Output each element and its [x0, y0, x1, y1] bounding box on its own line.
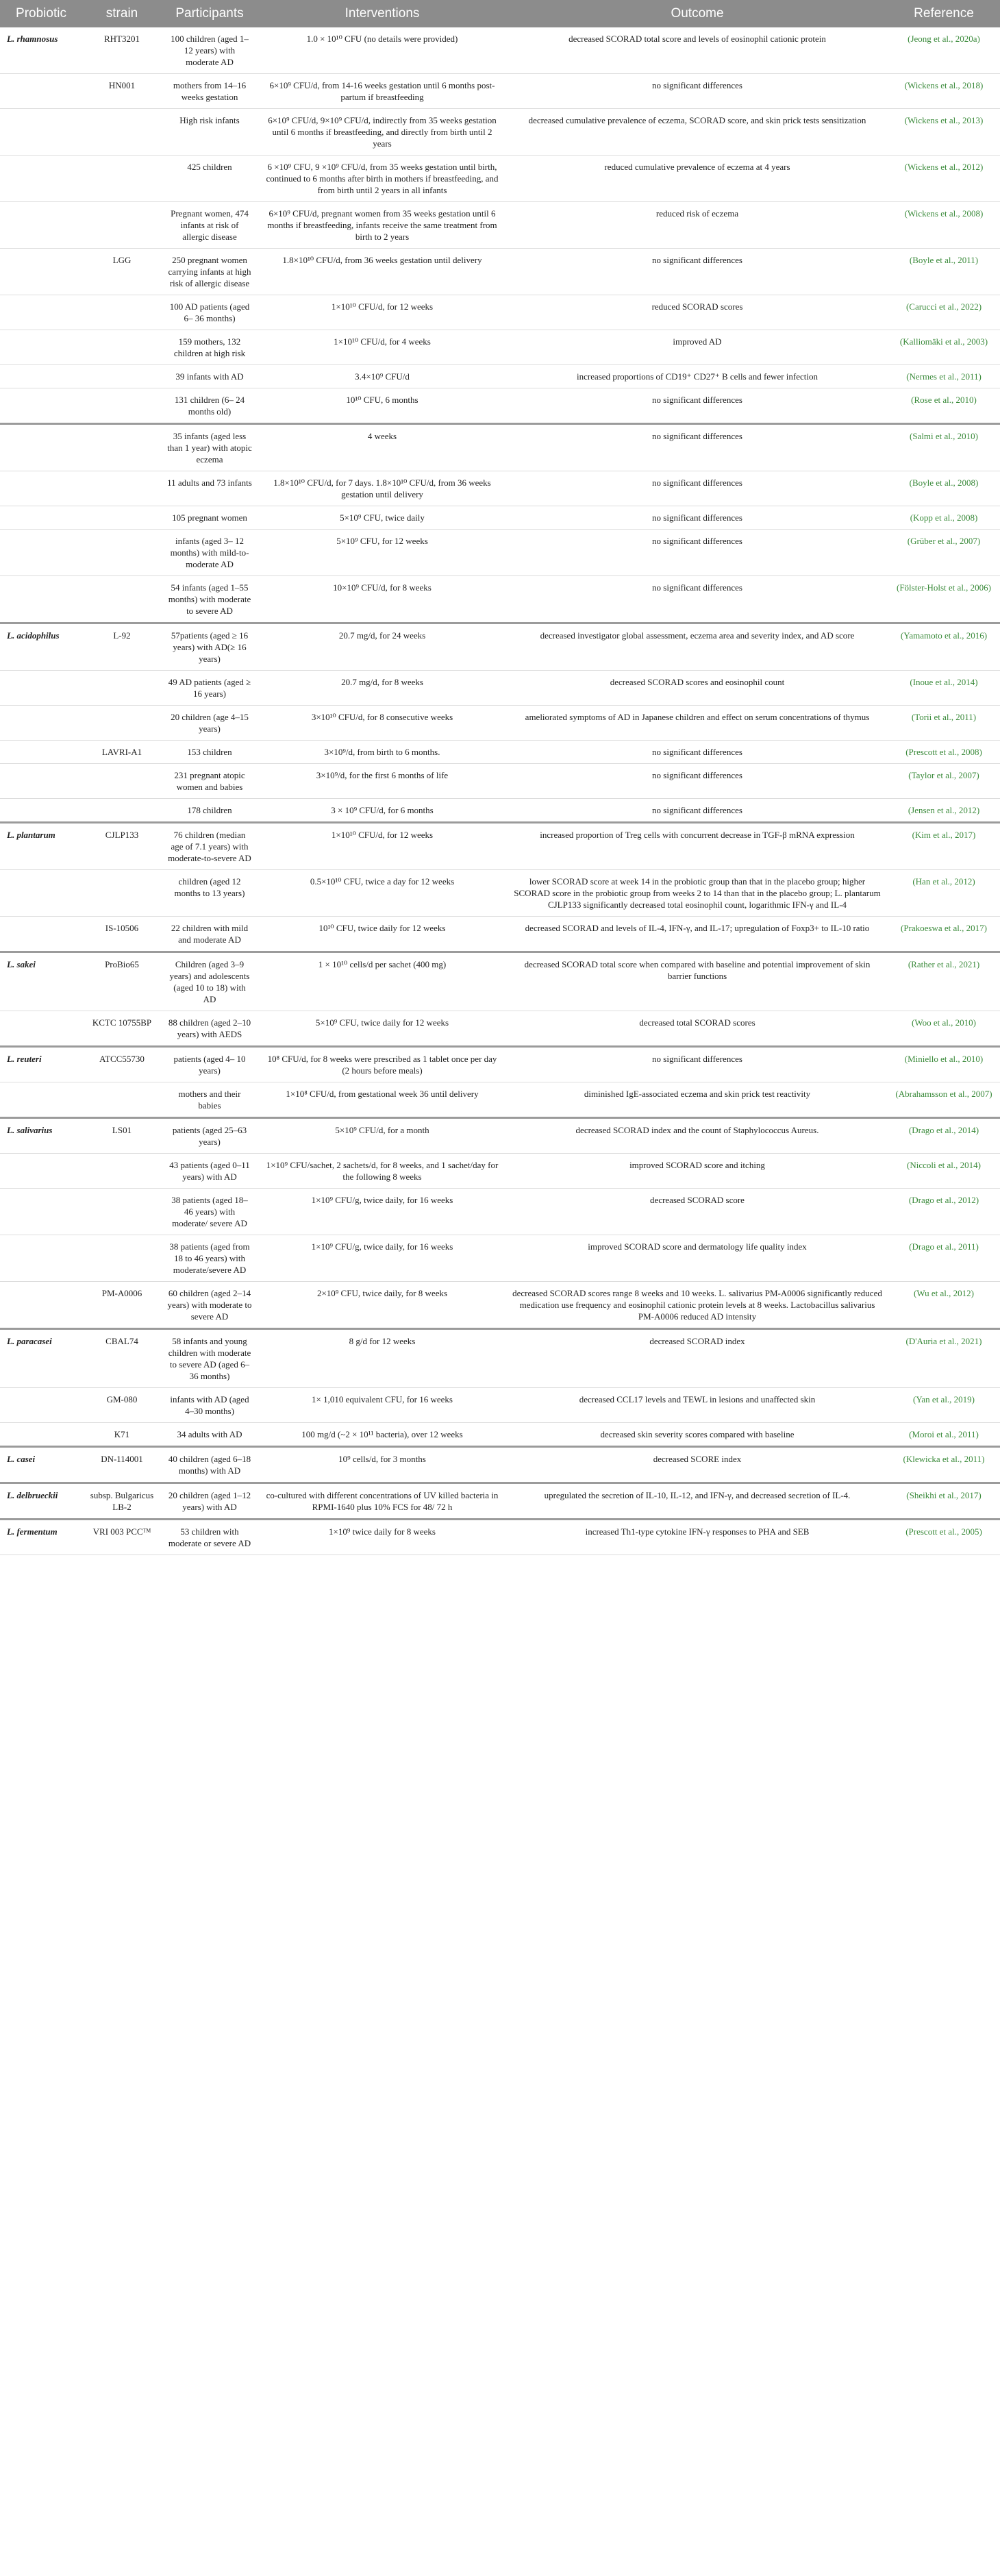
cell-interventions: 3.4×10⁹ CFU/d: [258, 365, 507, 388]
cell-probiotic: [0, 1423, 82, 1447]
cell-participants: 153 children: [162, 741, 258, 764]
cell-reference[interactable]: (Drago et al., 2012): [888, 1189, 1000, 1235]
table-row: [0, 156, 1000, 202]
cell-outcome: improved AD: [507, 330, 888, 365]
cell-interventions: 8 g/d for 12 weeks: [258, 1329, 507, 1388]
cell-reference[interactable]: (Taylor et al., 2007): [888, 764, 1000, 799]
table-row: [0, 1154, 1000, 1189]
cell-probiotic: [0, 530, 82, 576]
cell-probiotic: [0, 576, 82, 623]
cell-reference[interactable]: (Boyle et al., 2008): [888, 471, 1000, 506]
cell-interventions: co-cultured with different concentrations of UV killed bacteria in RPMI-1640 plus 10% FCS for 48/ 72 h: [258, 1483, 507, 1520]
cell-participants: 131 children (6– 24 months old): [162, 388, 258, 424]
table-row: [0, 1082, 1000, 1118]
cell-probiotic: L. paracasei: [0, 1329, 82, 1388]
table-row: [0, 249, 1000, 295]
cell-participants: 49 AD patients (aged ≥ 16 years): [162, 671, 258, 706]
cell-probiotic: [0, 1154, 82, 1189]
cell-strain: [82, 388, 162, 424]
table-row: [0, 1282, 1000, 1329]
cell-participants: 22 children with mild and moderate AD: [162, 917, 258, 952]
cell-participants: 53 children with moderate or severe AD: [162, 1520, 258, 1555]
cell-interventions: 10⁸ CFU/d, for 8 weeks were prescribed as 1 tablet once per day (2 hours before meals): [258, 1047, 507, 1082]
cell-probiotic: L. rhamnosus: [0, 27, 82, 74]
cell-strain: [82, 1235, 162, 1282]
cell-probiotic: L. reuteri: [0, 1047, 82, 1082]
cell-interventions: 6×10⁹ CFU/d, from 14-16 weeks gestation until 6 months post-partum if breastfeeding: [258, 74, 507, 109]
cell-interventions: 1.0 × 10¹⁰ CFU (no details were provided): [258, 27, 507, 74]
table-row: [0, 365, 1000, 388]
table-row: [0, 623, 1000, 671]
table-row: [0, 424, 1000, 471]
cell-interventions: 10¹⁰ CFU, twice daily for 12 weeks: [258, 917, 507, 952]
cell-outcome: reduced SCORAD scores: [507, 295, 888, 330]
cell-participants: infants (aged 3– 12 months) with mild-to-moderate AD: [162, 530, 258, 576]
table-row: [0, 764, 1000, 799]
cell-participants: 100 AD patients (aged 6– 36 months): [162, 295, 258, 330]
cell-interventions: 1 × 10¹⁰ cells/d per sachet (400 mg): [258, 952, 507, 1011]
table-row: [0, 1483, 1000, 1520]
cell-outcome: decreased SCORAD scores range 8 weeks and 10 weeks. L. salivarius PM-A0006 significantly reduced medication use frequency and eosinophil cationic protein levels at 8 weeks. Lactobacillus salivarius PM-A0006 reduced AD intensity: [507, 1282, 888, 1329]
cell-reference[interactable]: (Rather et al., 2021): [888, 952, 1000, 1011]
cell-participants: 20 children (age 4–15 years): [162, 706, 258, 741]
header-reference: Reference: [888, 0, 1000, 27]
cell-reference[interactable]: (Yan et al., 2019): [888, 1388, 1000, 1423]
table-row: [0, 530, 1000, 576]
cell-outcome: reduced cumulative prevalence of eczema at 4 years: [507, 156, 888, 202]
cell-participants: 35 infants (aged less than 1 year) with atopic eczema: [162, 424, 258, 471]
cell-probiotic: [0, 424, 82, 471]
cell-outcome: lower SCORAD score at week 14 in the probiotic group than that in the placebo group; higher SCORAD score in the probiotic group from weeks 2 to 14 than that in the placebo group; L. plantarum CJLP133 significantly decreased total eosinophil count, logarithmic IFN-γ and IL-4: [507, 870, 888, 917]
table-row: [0, 1118, 1000, 1154]
cell-outcome: reduced risk of eczema: [507, 202, 888, 249]
cell-probiotic: L. fermentum: [0, 1520, 82, 1555]
cell-participants: 100 children (aged 1–12 years) with moderate AD: [162, 27, 258, 74]
cell-strain: HN001: [82, 74, 162, 109]
cell-interventions: 1×10⁹ CFU/sachet, 2 sachets/d, for 8 weeks, and 1 sachet/day for the following 8 weeks: [258, 1154, 507, 1189]
table-row: [0, 706, 1000, 741]
cell-outcome: no significant differences: [507, 764, 888, 799]
cell-interventions: 5×10⁹ CFU, twice daily: [258, 506, 507, 530]
cell-probiotic: [0, 671, 82, 706]
cell-strain: CJLP133: [82, 823, 162, 870]
cell-participants: 159 mothers, 132 children at high risk: [162, 330, 258, 365]
cell-strain: [82, 870, 162, 917]
cell-probiotic: [0, 388, 82, 424]
cell-probiotic: L. acidophilus: [0, 623, 82, 671]
cell-participants: High risk infants: [162, 109, 258, 156]
cell-interventions: 1.8×10¹⁰ CFU/d, from 36 weeks gestation until delivery: [258, 249, 507, 295]
cell-reference[interactable]: (Yamamoto et al., 2016): [888, 623, 1000, 671]
table-row: [0, 388, 1000, 424]
cell-outcome: no significant differences: [507, 471, 888, 506]
cell-outcome: diminished IgE-associated eczema and skin prick test reactivity: [507, 1082, 888, 1118]
cell-probiotic: [0, 1282, 82, 1329]
cell-outcome: decreased SCORAD total score when compared with baseline and potential improvement of skin barrier functions: [507, 952, 888, 1011]
cell-strain: [82, 424, 162, 471]
cell-reference[interactable]: (Boyle et al., 2011): [888, 249, 1000, 295]
cell-participants: 250 pregnant women carrying infants at high risk of allergic disease: [162, 249, 258, 295]
cell-interventions: 5×10⁹ CFU, twice daily for 12 weeks: [258, 1011, 507, 1047]
cell-reference[interactable]: (Abrahamsson et al., 2007): [888, 1082, 1000, 1118]
cell-participants: 20 children (aged 1–12 years) with AD: [162, 1483, 258, 1520]
cell-reference[interactable]: (Niccoli et al., 2014): [888, 1154, 1000, 1189]
cell-reference[interactable]: (Klewicka et al., 2011): [888, 1447, 1000, 1483]
cell-strain: LGG: [82, 249, 162, 295]
cell-strain: PM-A0006: [82, 1282, 162, 1329]
cell-outcome: decreased SCORAD score: [507, 1189, 888, 1235]
cell-interventions: 1×10¹⁰ CFU/d, for 12 weeks: [258, 823, 507, 870]
table-row: [0, 295, 1000, 330]
cell-probiotic: [0, 917, 82, 952]
cell-outcome: decreased investigator global assessment, eczema area and severity index, and AD score: [507, 623, 888, 671]
cell-participants: children (aged 12 months to 13 years): [162, 870, 258, 917]
cell-probiotic: [0, 74, 82, 109]
cell-outcome: no significant differences: [507, 249, 888, 295]
cell-probiotic: [0, 109, 82, 156]
header-strain: strain: [82, 0, 162, 27]
cell-outcome: no significant differences: [507, 799, 888, 823]
cell-probiotic: [0, 330, 82, 365]
table-header: [0, 0, 1000, 27]
cell-reference[interactable]: (Grüber et al., 2007): [888, 530, 1000, 576]
cell-probiotic: [0, 1235, 82, 1282]
cell-outcome: no significant differences: [507, 74, 888, 109]
table-row: [0, 1520, 1000, 1555]
cell-reference[interactable]: (Wickens et al., 2018): [888, 74, 1000, 109]
table-row: [0, 1388, 1000, 1423]
table-row: [0, 870, 1000, 917]
cell-interventions: 100 mg/d (~2 × 10¹¹ bacteria), over 12 weeks: [258, 1423, 507, 1447]
cell-participants: 54 infants (aged 1–55 months) with moderate to severe AD: [162, 576, 258, 623]
cell-probiotic: [0, 295, 82, 330]
cell-outcome: decreased SCORAD total score and levels of eosinophil cationic protein: [507, 27, 888, 74]
cell-strain: LS01: [82, 1118, 162, 1154]
table-row: [0, 952, 1000, 1011]
cell-interventions: 5×10⁹ CFU/d, for a month: [258, 1118, 507, 1154]
cell-participants: 231 pregnant atopic women and babies: [162, 764, 258, 799]
cell-strain: [82, 576, 162, 623]
cell-reference[interactable]: (Prescott et al., 2005): [888, 1520, 1000, 1555]
cell-probiotic: [0, 870, 82, 917]
header-participants: Participants: [162, 0, 258, 27]
cell-interventions: 10×10⁹ CFU/d, for 8 weeks: [258, 576, 507, 623]
cell-strain: [82, 706, 162, 741]
cell-outcome: no significant differences: [507, 576, 888, 623]
cell-interventions: 1×10⁹ CFU/g, twice daily, for 16 weeks: [258, 1235, 507, 1282]
cell-strain: [82, 109, 162, 156]
cell-outcome: no significant differences: [507, 388, 888, 424]
cell-strain: subsp. Bulgaricus LB-2: [82, 1483, 162, 1520]
cell-interventions: 3 × 10⁹ CFU/d, for 6 months: [258, 799, 507, 823]
table-row: [0, 576, 1000, 623]
cell-participants: patients (aged 25–63 years): [162, 1118, 258, 1154]
cell-interventions: 3×10⁹/d, for the first 6 months of life: [258, 764, 507, 799]
cell-strain: [82, 471, 162, 506]
cell-participants: 76 children (median age of 7.1 years) with moderate-to-severe AD: [162, 823, 258, 870]
cell-strain: [82, 530, 162, 576]
cell-interventions: 3×10¹⁰ CFU/d, for 8 consecutive weeks: [258, 706, 507, 741]
cell-strain: K71: [82, 1423, 162, 1447]
cell-interventions: 1×10⁹ twice daily for 8 weeks: [258, 1520, 507, 1555]
cell-outcome: increased proportions of CD19⁺ CD27⁺ B cells and fewer infection: [507, 365, 888, 388]
cell-strain: [82, 1082, 162, 1118]
cell-reference[interactable]: (D'Auria et al., 2021): [888, 1329, 1000, 1388]
cell-reference[interactable]: (Rose et al., 2010): [888, 388, 1000, 424]
cell-strain: LAVRI-A1: [82, 741, 162, 764]
cell-participants: Pregnant women, 474 infants at risk of allergic disease: [162, 202, 258, 249]
cell-outcome: no significant differences: [507, 1047, 888, 1082]
table-row: [0, 1011, 1000, 1047]
cell-reference[interactable]: (Miniello et al., 2010): [888, 1047, 1000, 1082]
cell-reference[interactable]: (Jeong et al., 2020a): [888, 27, 1000, 74]
cell-participants: 105 pregnant women: [162, 506, 258, 530]
cell-outcome: decreased CCL17 levels and TEWL in lesions and unaffected skin: [507, 1388, 888, 1423]
cell-reference[interactable]: (Inoue et al., 2014): [888, 671, 1000, 706]
cell-strain: [82, 671, 162, 706]
cell-participants: mothers from 14–16 weeks gestation: [162, 74, 258, 109]
cell-outcome: improved SCORAD score and itching: [507, 1154, 888, 1189]
header-outcome: Outcome: [507, 0, 888, 27]
cell-probiotic: [0, 249, 82, 295]
cell-participants: 40 children (aged 6–18 months) with AD: [162, 1447, 258, 1483]
cell-outcome: no significant differences: [507, 506, 888, 530]
cell-outcome: decreased SCORAD index: [507, 1329, 888, 1388]
cell-probiotic: L. delbrueckii: [0, 1483, 82, 1520]
cell-outcome: no significant differences: [507, 741, 888, 764]
cell-participants: 425 children: [162, 156, 258, 202]
table-row: [0, 506, 1000, 530]
cell-interventions: 6×10⁹ CFU/d, pregnant women from 35 weeks gestation until 6 months if breastfeeding, infants receive the same treatment from birth to 2 years: [258, 202, 507, 249]
cell-probiotic: L. salivarius: [0, 1118, 82, 1154]
table-row: [0, 1235, 1000, 1282]
cell-strain: VRI 003 PCCᵀᴹ: [82, 1520, 162, 1555]
cell-probiotic: [0, 365, 82, 388]
cell-probiotic: [0, 156, 82, 202]
cell-participants: Children (aged 3–9 years) and adolescents (aged 10 to 18) with AD: [162, 952, 258, 1011]
table-row: [0, 74, 1000, 109]
cell-probiotic: L. plantarum: [0, 823, 82, 870]
table-row: [0, 202, 1000, 249]
cell-strain: GM-080: [82, 1388, 162, 1423]
cell-probiotic: [0, 202, 82, 249]
cell-outcome: decreased total SCORAD scores: [507, 1011, 888, 1047]
cell-strain: DN-114001: [82, 1447, 162, 1483]
table-row: [0, 741, 1000, 764]
cell-strain: [82, 330, 162, 365]
cell-reference[interactable]: (Torii et al., 2011): [888, 706, 1000, 741]
cell-reference[interactable]: (Wu et al., 2012): [888, 1282, 1000, 1329]
cell-probiotic: L. sakei: [0, 952, 82, 1011]
cell-participants: 38 patients (aged from 18 to 46 years) with moderate/severe AD: [162, 1235, 258, 1282]
cell-reference[interactable]: (Woo et al., 2010): [888, 1011, 1000, 1047]
cell-strain: KCTC 10755BP: [82, 1011, 162, 1047]
cell-probiotic: [0, 1082, 82, 1118]
cell-interventions: 20.7 mg/d, for 24 weeks: [258, 623, 507, 671]
cell-outcome: no significant differences: [507, 424, 888, 471]
cell-reference[interactable]: (Drago et al., 2011): [888, 1235, 1000, 1282]
cell-probiotic: [0, 1011, 82, 1047]
table-body: [0, 27, 1000, 1555]
cell-outcome: decreased cumulative prevalence of eczema, SCORAD score, and skin prick tests sensitization: [507, 109, 888, 156]
table-row: [0, 799, 1000, 823]
cell-probiotic: [0, 764, 82, 799]
cell-participants: 34 adults with AD: [162, 1423, 258, 1447]
cell-interventions: 2×10⁹ CFU, twice daily, for 8 weeks: [258, 1282, 507, 1329]
cell-participants: 178 children: [162, 799, 258, 823]
cell-interventions: 4 weeks: [258, 424, 507, 471]
cell-participants: infants with AD (aged 4–30 months): [162, 1388, 258, 1423]
table-row: [0, 1189, 1000, 1235]
cell-outcome: decreased SCORAD scores and eosinophil count: [507, 671, 888, 706]
cell-reference[interactable]: (Wickens et al., 2008): [888, 202, 1000, 249]
cell-reference[interactable]: (Kopp et al., 2008): [888, 506, 1000, 530]
table-row: [0, 1329, 1000, 1388]
cell-interventions: 6 ×10⁹ CFU, 9 ×10⁹ CFU/d, from 35 weeks gestation until birth, continued to 6 months after birth in mothers if breastfeeding, and from birth until 2 years in all infants: [258, 156, 507, 202]
cell-reference[interactable]: (Prakoeswa et al., 2017): [888, 917, 1000, 952]
cell-interventions: 1×10¹⁰ CFU/d, for 4 weeks: [258, 330, 507, 365]
cell-participants: mothers and their babies: [162, 1082, 258, 1118]
cell-strain: [82, 156, 162, 202]
cell-strain: [82, 202, 162, 249]
cell-reference[interactable]: (Fölster-Holst et al., 2006): [888, 576, 1000, 623]
cell-participants: 43 patients (aged 0–11 years) with AD: [162, 1154, 258, 1189]
cell-outcome: decreased skin severity scores compared with baseline: [507, 1423, 888, 1447]
cell-reference[interactable]: (Kim et al., 2017): [888, 823, 1000, 870]
cell-probiotic: [0, 1189, 82, 1235]
table-row: [0, 1423, 1000, 1447]
table-row: [0, 330, 1000, 365]
cell-strain: ProBio65: [82, 952, 162, 1011]
header-interventions: Interventions: [258, 0, 507, 27]
cell-probiotic: [0, 741, 82, 764]
cell-outcome: decreased SCORE index: [507, 1447, 888, 1483]
cell-outcome: increased proportion of Treg cells with concurrent decrease in TGF-β mRNA expression: [507, 823, 888, 870]
table-row: [0, 27, 1000, 74]
cell-interventions: 6×10⁹ CFU/d, 9×10⁹ CFU/d, indirectly from 35 weeks gestation until 6 months if breastfeeding, and directly from birth until 2 years: [258, 109, 507, 156]
cell-probiotic: [0, 471, 82, 506]
cell-strain: CBAL74: [82, 1329, 162, 1388]
cell-reference[interactable]: (Jensen et al., 2012): [888, 799, 1000, 823]
header-probiotic: Probiotic: [0, 0, 82, 27]
cell-participants: 60 children (aged 2–14 years) with moderate to severe AD: [162, 1282, 258, 1329]
cell-reference[interactable]: (Han et al., 2012): [888, 870, 1000, 917]
cell-strain: [82, 799, 162, 823]
table-row: [0, 917, 1000, 952]
cell-interventions: 0.5×10¹⁰ CFU, twice a day for 12 weeks: [258, 870, 507, 917]
cell-strain: [82, 1189, 162, 1235]
cell-reference[interactable]: (Kalliomäki et al., 2003): [888, 330, 1000, 365]
cell-reference[interactable]: (Wickens et al., 2013): [888, 109, 1000, 156]
cell-interventions: 3×10⁹/d, from birth to 6 months.: [258, 741, 507, 764]
table-row: [0, 109, 1000, 156]
table-row: [0, 1047, 1000, 1082]
cell-strain: IS-10506: [82, 917, 162, 952]
table-row: [0, 1447, 1000, 1483]
cell-participants: 88 children (aged 2–10 years) with AEDS: [162, 1011, 258, 1047]
cell-reference[interactable]: (Sheikhi et al., 2017): [888, 1483, 1000, 1520]
cell-reference[interactable]: (Carucci et al., 2022): [888, 295, 1000, 330]
cell-reference[interactable]: (Moroi et al., 2011): [888, 1423, 1000, 1447]
cell-interventions: 1×10⁹ CFU/g, twice daily, for 16 weeks: [258, 1189, 507, 1235]
cell-participants: 11 adults and 73 infants: [162, 471, 258, 506]
cell-reference[interactable]: (Prescott et al., 2008): [888, 741, 1000, 764]
cell-outcome: decreased SCORAD index and the count of Staphylococcus Aureus.: [507, 1118, 888, 1154]
cell-participants: 57patients (aged ≥ 16 years) with AD(≥ 16 years): [162, 623, 258, 671]
cell-outcome: improved SCORAD score and dermatology life quality index: [507, 1235, 888, 1282]
cell-outcome: upregulated the secretion of IL-10, IL-12, and IFN-γ, and decreased secretion of IL-4.: [507, 1483, 888, 1520]
cell-outcome: decreased SCORAD and levels of IL-4, IFN-γ, and IL-17; upregulation of Foxp3+ to IL-10 ratio: [507, 917, 888, 952]
cell-strain: ATCC55730: [82, 1047, 162, 1082]
cell-reference[interactable]: (Drago et al., 2014): [888, 1118, 1000, 1154]
table-row: [0, 671, 1000, 706]
cell-probiotic: [0, 1388, 82, 1423]
cell-reference[interactable]: (Wickens et al., 2012): [888, 156, 1000, 202]
cell-outcome: no significant differences: [507, 530, 888, 576]
cell-strain: L-92: [82, 623, 162, 671]
cell-participants: patients (aged 4– 10 years): [162, 1047, 258, 1082]
cell-probiotic: [0, 799, 82, 823]
cell-outcome: ameliorated symptoms of AD in Japanese children and effect on serum concentrations of thymus: [507, 706, 888, 741]
cell-interventions: 20.7 mg/d, for 8 weeks: [258, 671, 507, 706]
cell-participants: 38 patients (aged 18–46 years) with moderate/ severe AD: [162, 1189, 258, 1235]
cell-strain: [82, 764, 162, 799]
cell-reference[interactable]: (Nermes et al., 2011): [888, 365, 1000, 388]
table-row: [0, 823, 1000, 870]
cell-interventions: 1.8×10¹⁰ CFU/d, for 7 days. 1.8×10¹⁰ CFU/d, from 36 weeks gestation until delivery: [258, 471, 507, 506]
cell-strain: RHT3201: [82, 27, 162, 74]
cell-interventions: 1× 1,010 equivalent CFU, for 16 weeks: [258, 1388, 507, 1423]
cell-interventions: 10¹⁰ CFU, 6 months: [258, 388, 507, 424]
cell-interventions: 5×10⁹ CFU, for 12 weeks: [258, 530, 507, 576]
cell-strain: [82, 295, 162, 330]
cell-probiotic: [0, 706, 82, 741]
cell-strain: [82, 1154, 162, 1189]
cell-probiotic: [0, 506, 82, 530]
cell-probiotic: L. casei: [0, 1447, 82, 1483]
cell-interventions: 1×10¹⁰ CFU/d, for 12 weeks: [258, 295, 507, 330]
cell-interventions: 1×10⁸ CFU/d, from gestational week 36 until delivery: [258, 1082, 507, 1118]
cell-reference[interactable]: (Salmi et al., 2010): [888, 424, 1000, 471]
cell-strain: [82, 506, 162, 530]
cell-outcome: increased Th1-type cytokine IFN-γ responses to PHA and SEB: [507, 1520, 888, 1555]
cell-interventions: 10⁹ cells/d, for 3 months: [258, 1447, 507, 1483]
cell-participants: 58 infants and young children with moderate to severe AD (aged 6–36 months): [162, 1329, 258, 1388]
table-row: [0, 471, 1000, 506]
cell-strain: [82, 365, 162, 388]
cell-participants: 39 infants with AD: [162, 365, 258, 388]
